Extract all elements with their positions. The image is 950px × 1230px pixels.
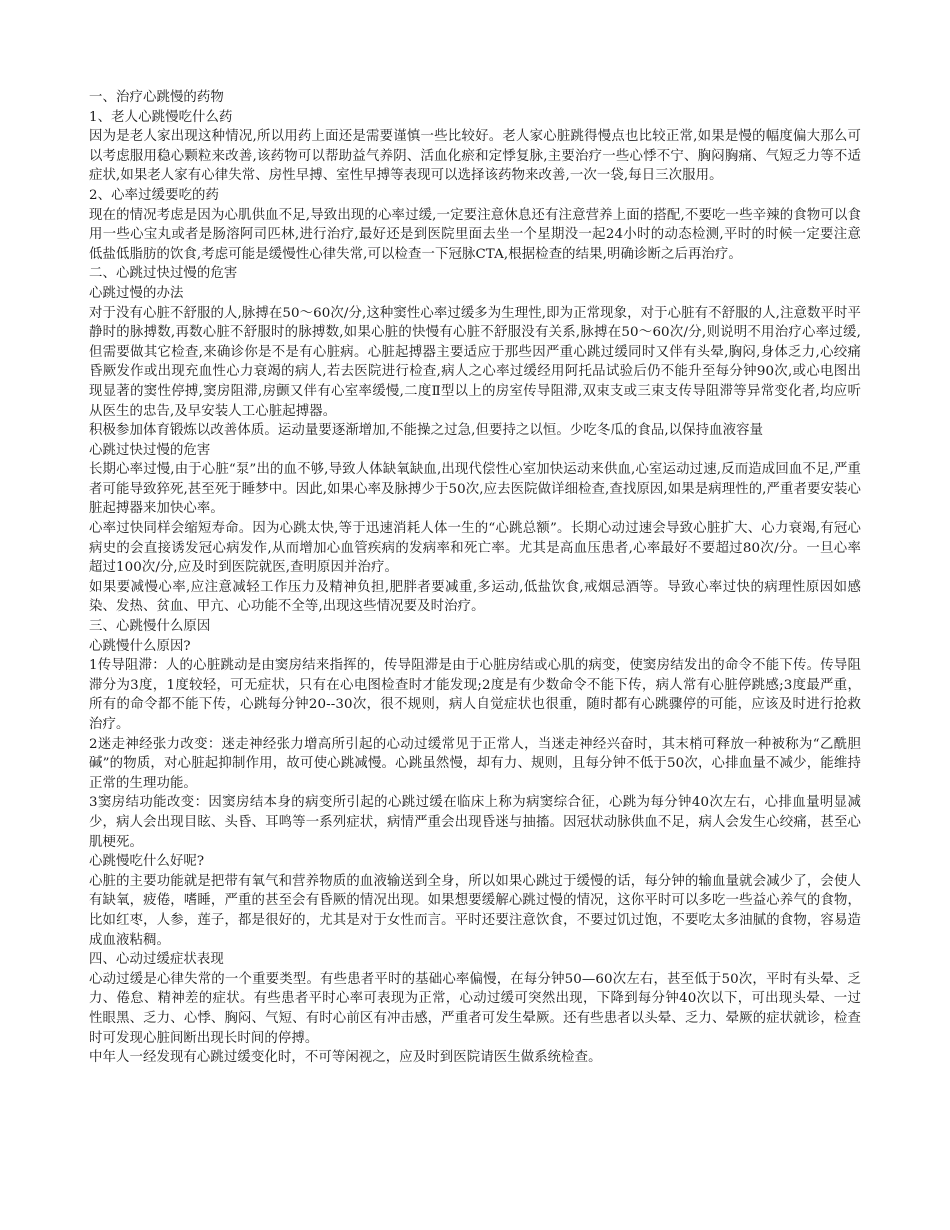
subsection-heading: 心跳过慢的办法 — [89, 285, 184, 301]
subsection-heading: 2、心率过缓要吃的药 — [89, 187, 220, 203]
paragraph: 对于没有心脏不舒服的人,脉搏在50～60次/分,这种窦性心率过缓多为生理性,即为正常现象，对于心脏有不舒服的人,注意数平时平静时的脉搏数,再数心脏不舒服时的脉搏数,如果心脏的快慢有心脏不舒服没有关系,脉搏在50～60次/分,则说明不用治疗心率过缓,但需要做其它检查,来确诊你是不是有心脏病。心脏起搏器主要适应于那些因严重心跳过缓同时又伴有头晕,胸闷,身体乏力,心绞痛昏厥发作或出现充血性心力衰竭的病人,若去医院进行检查,病人之心率过缓经用阿托品试验后仍不能升至每分钟90次,或心电图出现显著的窦性停搏,窦房阻滞,房颤又伴有心室率缓慢,二度Ⅱ型以上的房室传导阻滞,双束支或三束支传导阻滞等异常变化者,均应听从医生的忠告,及早安装人工心脏起搏器。 — [89, 305, 861, 419]
section-heading: 一、治疗心跳慢的药物 — [89, 90, 224, 105]
subsection-heading: 心跳慢什么原因? — [89, 638, 191, 654]
subsection-heading: 1、老人心跳慢吃什么药 — [89, 109, 233, 125]
paragraph: 积极参加体育锻炼以改善体质。运动量要逐渐增加,不能操之过急,但要持之以恒。少吃冬瓜的食品,以保持血液容量 — [89, 423, 764, 439]
paragraph: 如果要减慢心率,应注意减轻工作压力及精神负担,肥胖者要减重,多运动,低盐饮食,戒烟忌酒等。导致心率过快的病理性原因如感染、发热、贫血、甲亢、心功能不全等,出现这些情况要及时治疗。 — [89, 579, 861, 615]
paragraph: 心动过缓是心律失常的一个重要类型。有些患者平时的基础心率偏慢，在每分钟50—60次左右，甚至低于50次，平时有头晕、乏力、倦怠、精神差的症状。有些患者平时心率可表现为正常，心动过缓可突然出现，下降到每分钟40次以下，可出现头晕、一过性眼黑、乏力、心悸、胸闷、气短、有时心前区有冲击感，严重者可发生晕厥。还有些患者以头晕、乏力、晕厥的症状就诊，检查时可发现心脏间断出现长时间的停搏。 — [89, 971, 861, 1046]
paragraph: 长期心率过慢,由于心脏“泵”出的血不够,导致人体缺氧缺血,出现代偿性心室加快运动来供血,心室运动过速,反而造成回血不足,严重者可能导致猝死,甚至死于睡梦中。因此,如果心率及脉搏少于50次,应去医院做详细检查,查找原因,如果是病理性的,严重者要安装心脏起搏器来加快心率。 — [89, 462, 861, 517]
section-heading: 四、心动过缓症状表现 — [89, 952, 224, 968]
document-page — [89, 88, 861, 1068]
paragraph: 心率过快同样会缩短寿命。因为心跳太快,等于迅速消耗人体一生的“心跳总额”。长期心动过速会导致心脏扩大、心力衰竭,有冠心病史的会直接诱发冠心病发作,从而增加心血管疾病的发病率和死亡率。尤其是高血压患者,心率最好不要超过80次/分。一旦心率超过100次/分,应及时到医院就医,查明原因并治疗。 — [89, 521, 861, 576]
paragraph: 因为是老人家出现这种情况,所以用药上面还是需要谨慎一些比较好。老人家心脏跳得慢点也比较正常,如果是慢的幅度偏大那么可以考虑服用稳心颗粒来改善,该药物可以帮助益气养阴、活血化瘀和定悸复脉,主要治疗一些心悸不宁、胸闷胸痛、气短乏力等不适症状,如果老人家有心律失常、房性早搏、室性早搏等表现可以选择该药物来改善,一次一袋,每日三次服用。 — [89, 129, 861, 184]
paragraph: 现在的情况考虑是因为心肌供血不足,导致出现的心率过缓,一定要注意休息还有注意营养上面的搭配,不要吃一些辛辣的食物可以食用一些心宝丸或者是肠溶阿司匹林,进行治疗,最好还是到医院里面去坐一个星期没一起24小时的动态检测,平时的时候一定要注意低盐低脂肪的饮食,考虑可能是缓慢性心律失常,可以检查一下冠脉CTA,根据检查的结果,明确诊断之后再治疗。 — [89, 207, 861, 262]
section-heading: 三、心跳慢什么原因 — [89, 619, 211, 635]
paragraph: 心脏的主要功能就是把带有氧气和营养物质的血液输送到全身，所以如果心跳过于缓慢的话，每分钟的输血量就会减少了，会使人有缺氧，疲倦，嗜睡，严重的甚至会有昏厥的情况出现。如果想要缓解心跳过慢的情况，这你平时可以多吃一些益心养气的食物，比如红枣，人参，莲子，都是很好的，尤其是对于女性而言。平时还要注意饮食，不要过饥过饱，不要吃太多油腻的食物，容易造成血液粘稠。 — [89, 873, 861, 948]
paragraph: 中年人一经发现有心跳过缓变化时，不可等闲视之，应及时到医院请医生做系统检查。 — [89, 1050, 602, 1066]
paragraph: 3窦房结功能改变：因窦房结本身的病变所引起的心跳过缓在临床上称为病窦综合征，心跳为每分钟40次左右，心排血量明显减少，病人会出现目眩、头昏、耳鸣等一系列症状，病情严重会出现昏迷与抽搐。因冠状动脉供血不足，病人会发生心绞痛，甚至心肌梗死。 — [89, 795, 861, 850]
paragraph: 2迷走神经张力改变：迷走神经张力增高所引起的心动过缓常见于正常人，当迷走神经兴奋时，其末梢可释放一种被称为“乙酰胆碱”的物质，对心脏起抑制作用，故可使心跳减慢。心跳虽然慢，却有力、规则，且每分钟不低于50次，心排血量不减少，能维持正常的生理功能。 — [89, 736, 861, 791]
section-heading: 二、心跳过快过慢的危害 — [89, 266, 238, 282]
paragraph: 1传导阻滞：人的心脏跳动是由窦房结来指挥的，传导阻滞是由于心脏房结或心肌的病变，使窦房结发出的命令不能下传。传导阻滞分为3度，1度较轻，可无症状，只有在心电图检查时才能发现;2度是有少数命令不能下传，病人常有心脏停跳感;3度最严重，所有的命令都不能下传，心跳每分钟20--30次，很不规则，病人自觉症状也很重，随时都有心跳骤停的可能，应该及时进行抢救治疗。 — [89, 658, 861, 732]
subsection-heading: 心跳过快过慢的危害 — [89, 442, 211, 458]
subsection-heading: 心跳慢吃什么好呢? — [89, 854, 205, 870]
